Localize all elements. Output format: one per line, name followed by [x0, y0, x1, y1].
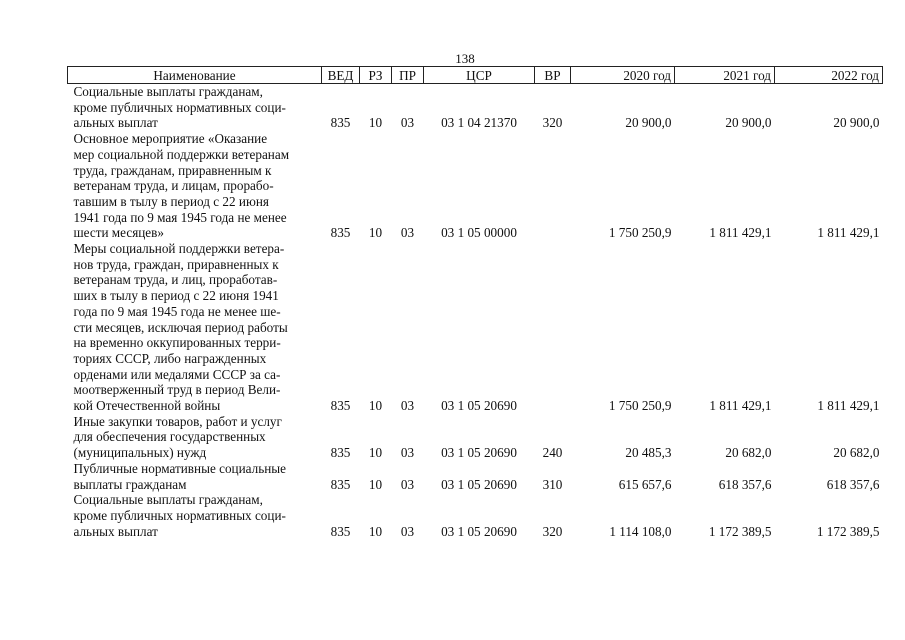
row-ved: 835 — [330, 398, 351, 414]
row-csr: 03 1 05 00000 — [441, 225, 517, 241]
row-vr — [535, 131, 571, 241]
col-header-csr: ЦСР — [424, 67, 535, 84]
row-csr: 03 1 04 21370 — [441, 115, 517, 131]
row-amount-2022: 1 172 389,5 — [816, 523, 880, 539]
row-ved: 835 — [330, 476, 351, 492]
row-amount-2022: 618 357,6 — [826, 476, 880, 492]
row-amount-2022: 1 811 429,1 — [817, 225, 880, 241]
row-rz: 10 — [368, 398, 383, 414]
row-ved: 835 — [330, 523, 351, 539]
row-pr: 03 — [400, 225, 415, 241]
budget-table — [67, 66, 883, 539]
row-csr: 03 1 05 20690 — [441, 476, 517, 492]
row-amount-2021: 1 811 429,1 — [709, 398, 772, 414]
table-body — [68, 84, 883, 540]
col-header-ved: ВЕД — [322, 67, 360, 84]
table-row — [68, 414, 883, 461]
col-header-2020: 2020 год — [571, 67, 675, 84]
row-amount-2020: 20 485,3 — [625, 445, 672, 461]
row-csr: 03 1 05 20690 — [441, 523, 517, 539]
row-rz: 10 — [368, 523, 383, 539]
row-amount-2021: 20 682,0 — [725, 445, 772, 461]
col-header-name: Наименование — [68, 67, 322, 84]
table-row — [68, 461, 883, 492]
table-row — [68, 492, 883, 539]
row-pr: 03 — [400, 523, 415, 539]
row-name: Иные закупки товаров, работ и услуг для обеспечения государственных (муниципальных) нужд — [73, 413, 282, 461]
row-vr: 240 — [542, 445, 563, 461]
row-amount-2021: 20 900,0 — [725, 115, 772, 131]
row-name: Меры социальной поддержки ветера- нов труда, граждан, приравненных к ветеранам труда, и лиц, проработав- ших в тылу в период с 22 июня 1941 года по 9 мая 1945 года не менее ше- сти месяцев, исключая период работы на временно оккупированных терри- ториях СССР, либо награжденных орденами или медалями СССР за са- моотверженный труд в период Вели- кой Отечественной войны — [73, 241, 288, 414]
row-amount-2020: 1 114 108,0 — [609, 523, 672, 539]
row-name: Социальные выплаты гражданам, кроме публичных нормативных соци- альных выплат — [73, 492, 286, 539]
table-row — [68, 241, 883, 414]
row-csr: 03 1 05 20690 — [441, 445, 517, 461]
row-rz: 10 — [368, 115, 383, 131]
row-vr: 310 — [542, 476, 563, 492]
col-header-2021: 2021 год — [675, 67, 775, 84]
col-header-2022: 2022 год — [775, 67, 883, 84]
row-amount-2021: 1 811 429,1 — [709, 225, 772, 241]
row-name: Публичные нормативные социальные выплаты гражданам — [73, 460, 286, 492]
col-header-pr: ПР — [392, 67, 424, 84]
row-amount-2022: 20 682,0 — [833, 445, 880, 461]
row-amount-2020: 20 900,0 — [625, 115, 672, 131]
row-amount-2021: 618 357,6 — [718, 476, 772, 492]
col-header-rz: РЗ — [360, 67, 392, 84]
row-rz: 10 — [368, 476, 383, 492]
row-pr: 03 — [400, 445, 415, 461]
col-header-vr: ВР — [535, 67, 571, 84]
row-rz: 10 — [368, 225, 383, 241]
row-amount-2020: 1 750 250,9 — [608, 225, 672, 241]
row-csr: 03 1 05 20690 — [441, 398, 517, 414]
row-pr: 03 — [400, 115, 415, 131]
row-amount-2020: 1 750 250,9 — [608, 398, 672, 414]
row-vr: 320 — [542, 523, 563, 539]
row-amount-2022: 1 811 429,1 — [817, 398, 880, 414]
table-row — [68, 84, 883, 132]
row-rz: 10 — [368, 445, 383, 461]
row-ved: 835 — [330, 115, 351, 131]
row-amount-2021: 1 172 389,5 — [708, 523, 772, 539]
row-pr: 03 — [400, 398, 415, 414]
row-ved: 835 — [330, 225, 351, 241]
row-name: Основное мероприятие «Оказание мер социальной поддержки ветеранам труда, гражданам, приравненным к ветеранам труда, и лицам, прорабо- тавшим в тылу в период с 22 июня 1941 года по 9 мая 1945 года не менее шести месяцев» — [73, 131, 290, 241]
table-row — [68, 131, 883, 241]
header-row — [68, 67, 883, 84]
row-amount-2022: 20 900,0 — [833, 115, 880, 131]
row-amount-2020: 615 657,6 — [618, 476, 672, 492]
row-vr — [535, 241, 571, 414]
row-ved: 835 — [330, 445, 351, 461]
row-name: Социальные выплаты гражданам, кроме публичных нормативных соци- альных выплат — [73, 84, 286, 131]
row-vr: 320 — [542, 115, 563, 131]
page-number: 138 — [455, 51, 475, 66]
row-pr: 03 — [400, 476, 415, 492]
